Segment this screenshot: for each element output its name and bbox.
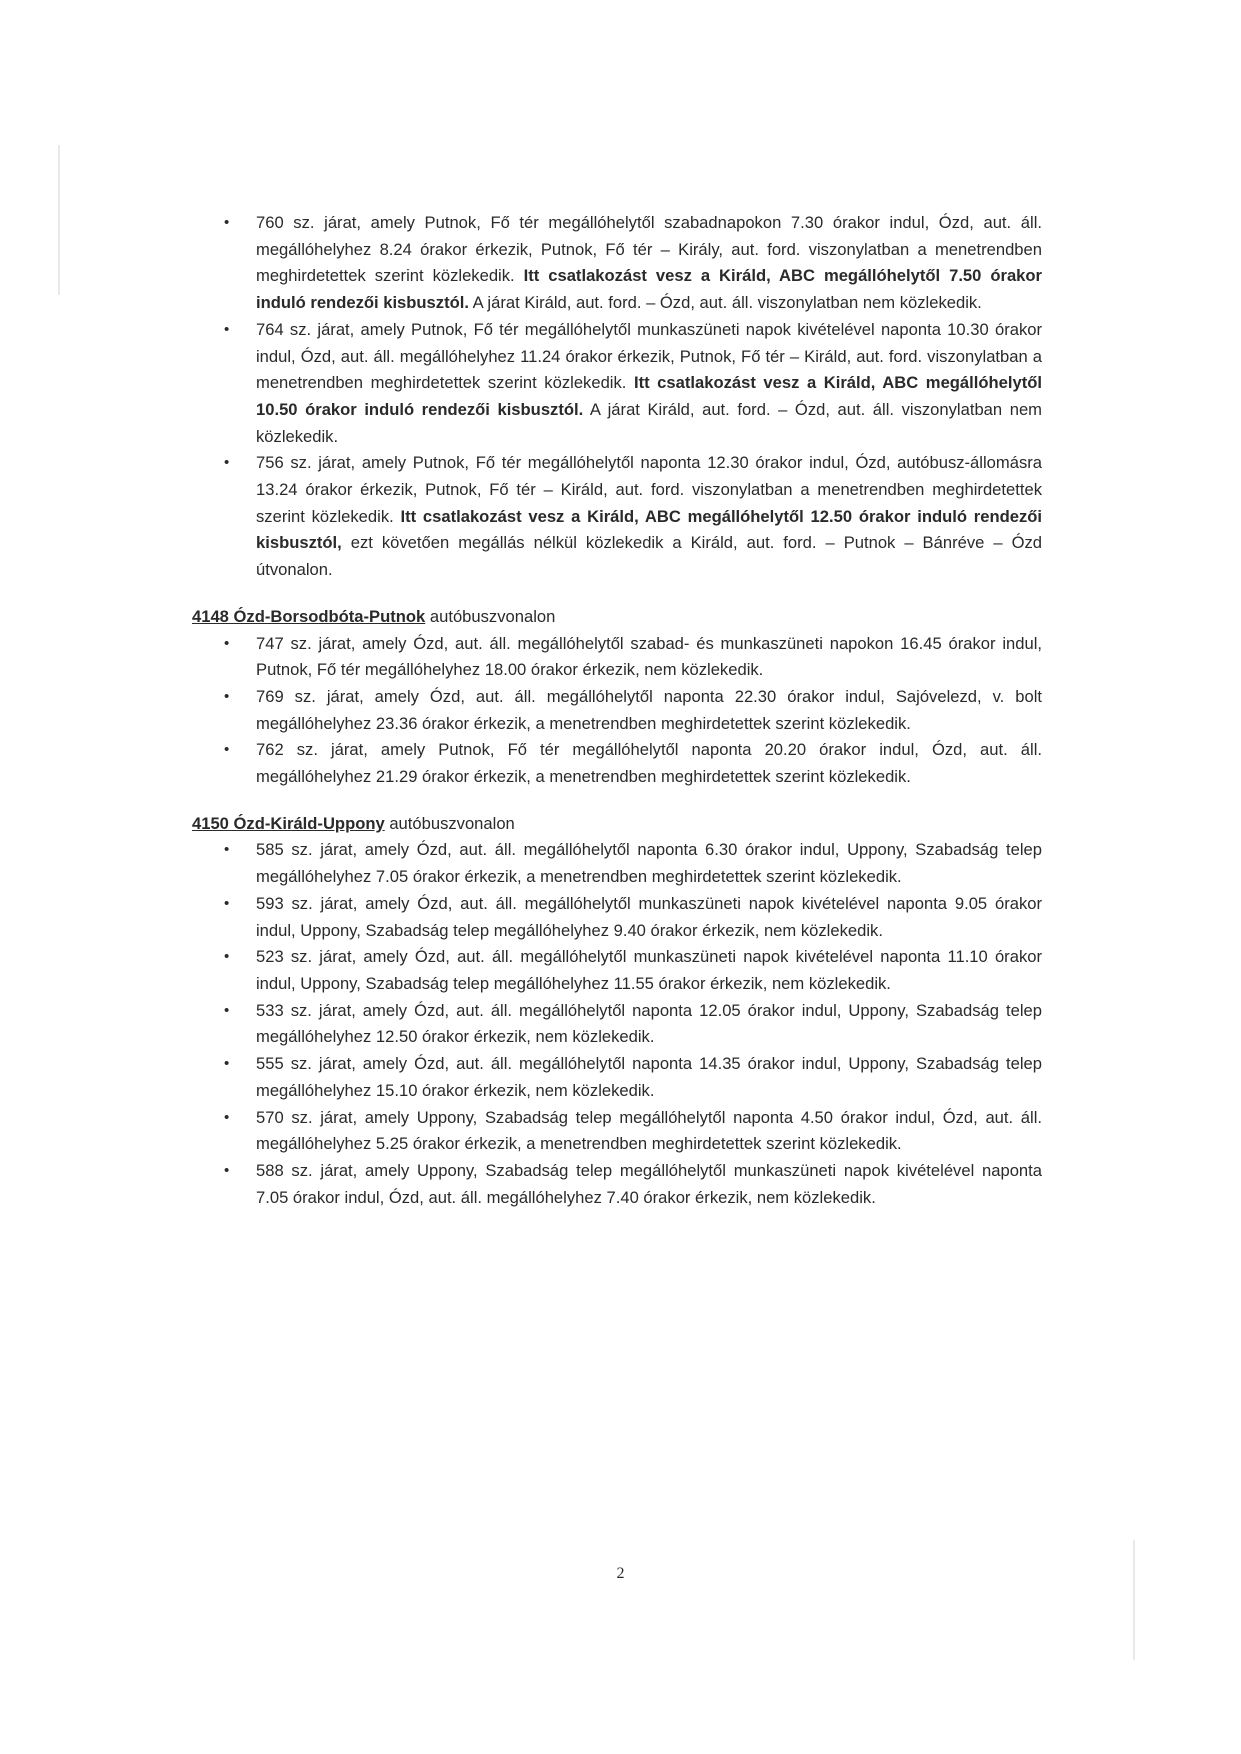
service-item-747	[192, 631, 1042, 684]
scan-edge-mark	[58, 145, 60, 295]
bullet-icon: •	[224, 894, 230, 912]
service-item-756	[192, 450, 1042, 584]
service-list	[192, 631, 1042, 791]
bullet-icon: •	[224, 948, 230, 966]
service-item-593	[192, 891, 1042, 944]
service-text: 764 sz. járat, amely Putnok, Fő tér megállóhelytől munkaszüneti napok kivételével naponta 10.30 órakor indul, Ózd, aut. áll. megállóhelyhez 11.24 órakor érkezik, Putnok, Fő tér – Királd, aut. ford. viszonylatban a menetrendben meghirdetettek szerint közlekedik.	[256, 319, 1042, 393]
connection-note: Itt csatlakozást vesz a Királd, ABC megállóhelytől 12.50 órakor induló rendezői kisbusztól,	[256, 506, 1042, 553]
scan-edge-mark	[1133, 1540, 1135, 1660]
service-text: 555 sz. járat, amely Ózd, aut. áll. megállóhelytől naponta 14.35 órakor indul, Uppony, Szabadság telep megállóhelyhez 15.10 órakor érkezik, nem közlekedik.	[256, 1054, 1042, 1100]
service-item-555	[192, 1051, 1042, 1104]
service-text: 747 sz. járat, amely Ózd, aut. áll. megállóhelytől szabad- és munkaszüneti napokon 16.45 órakor indul, Putnok, Fő tér megállóhelyhez 18.00 órakor érkezik, nem közlekedik.	[256, 633, 1042, 680]
service-list	[192, 837, 1042, 1211]
service-item-762	[192, 737, 1042, 790]
service-item-764	[192, 317, 1042, 451]
bullet-icon: •	[224, 687, 230, 705]
service-list	[192, 210, 1042, 584]
route-code: 4148 Ózd-Borsodbóta-Putnok	[192, 606, 426, 626]
service-text: ezt követően megállás nélkül közlekedik a Királd, aut. ford. – Putnok – Bánréve – Ózd útvonalon.	[256, 533, 1042, 580]
service-item-570	[192, 1105, 1042, 1158]
section-heading	[192, 604, 1042, 631]
bullet-icon: •	[224, 1161, 230, 1179]
document-body	[192, 210, 1042, 1211]
service-text: 570 sz. járat, amely Uppony, Szabadság telep megállóhelytől naponta 4.50 órakor indul, Ózd, aut. áll. megállóhelyhez 5.25 órakor érkezik, a menetrendben meghirdetettek szerint közlekedik.	[256, 1107, 1042, 1154]
bullet-icon: •	[224, 1001, 230, 1019]
service-text: 523 sz. járat, amely Ózd, aut. áll. megállóhelytől munkaszüneti napok kivételével naponta 11.10 órakor indul, Uppony, Szabadság telep megállóhelyhez 11.55 órakor érkezik, nem közlekedik.	[256, 947, 1042, 993]
bullet-icon: •	[224, 320, 230, 338]
service-text: 585 sz. járat, amely Ózd, aut. áll. megállóhelytől naponta 6.30 órakor indul, Uppony, Szabadság telep megállóhelyhez 7.05 órakor érkezik, a menetrendben meghirdetettek szerint közlekedik.	[256, 840, 1042, 887]
section-heading	[192, 811, 1042, 838]
service-text: 760 sz. járat, amely Putnok, Fő tér megállóhelytől szabadnapokon 7.30 órakor indul, Ózd, aut. áll. megállóhelyhez 8.24 órakor érkezik, Putnok, Fő tér – Király, aut. ford. viszonylatban a menetrendben meghirdetettek szerint közlekedik.	[256, 213, 1042, 286]
service-item-769	[192, 684, 1042, 737]
service-item-760	[192, 210, 1042, 317]
route-suffix: autóbuszvonalon	[425, 606, 556, 626]
service-item-533	[192, 998, 1042, 1051]
service-text: 756 sz. járat, amely Putnok, Fő tér megállóhelytől naponta 12.30 órakor indul, Ózd, autóbusz-állomásra 13.24 órakor érkezik, Putnok, Fő tér – Királd, aut. ford. viszonylatban a menetrendben meghirdetettek szerint közlekedik.	[256, 453, 1042, 526]
route-code: 4150 Ózd-Királd-Uppony	[192, 813, 385, 833]
route-suffix: autóbuszvonalon	[384, 813, 515, 833]
bullet-icon: •	[224, 1055, 230, 1073]
connection-note: Itt csatlakozást vesz a Királd, ABC megállóhelytől 10.50 órakor induló rendezői kisbusztól.	[256, 373, 1042, 419]
service-item-588	[192, 1158, 1042, 1211]
service-text: 533 sz. járat, amely Ózd, aut. áll. megállóhelytől naponta 12.05 órakor indul, Uppony, Szabadság telep megállóhelyhez 12.50 órakor érkezik, nem közlekedik.	[256, 1000, 1042, 1047]
service-text: A járat Királd, aut. ford. – Ózd, aut. áll. viszonylatban nem közlekedik.	[468, 293, 982, 313]
bullet-icon: •	[224, 454, 230, 472]
service-text: 769 sz. járat, amely Ózd, aut. áll. megállóhelytől naponta 22.30 órakor indul, Sajóvelezd, v. bolt megállóhelyhez 23.36 órakor érkezik, a menetrendben meghirdetettek szerint közlekedik.	[256, 686, 1042, 733]
service-text: 588 sz. járat, amely Uppony, Szabadság telep megállóhelytől munkaszüneti napok kivételével naponta 7.05 órakor indul, Ózd, aut. áll. megállóhelyhez 7.40 órakor érkezik, nem közlekedik.	[256, 1160, 1042, 1207]
bullet-icon: •	[224, 741, 230, 759]
bullet-icon: •	[224, 1108, 230, 1126]
bullet-icon: •	[224, 841, 230, 859]
service-item-585	[192, 837, 1042, 890]
bullet-icon: •	[224, 634, 230, 652]
service-text: 762 sz. járat, amely Putnok, Fő tér megállóhelytől naponta 20.20 órakor indul, Ózd, aut. áll. megállóhelyhez 21.29 órakor érkezik, a menetrendben meghirdetettek szerint közlekedik.	[256, 740, 1042, 787]
page-number: 2	[616, 1565, 625, 1582]
bullet-icon: •	[224, 214, 230, 231]
service-text: 593 sz. járat, amely Ózd, aut. áll. megállóhelytől munkaszüneti napok kivételével naponta 9.05 órakor indul, Uppony, Szabadság telep megállóhelyhez 9.40 órakor érkezik, nem közlekedik.	[256, 893, 1042, 940]
service-text: A járat Királd, aut. ford. – Ózd, aut. áll. viszonylatban nem közlekedik.	[256, 399, 1042, 446]
service-item-523	[192, 944, 1042, 997]
connection-note: Itt csatlakozást vesz a Királd, ABC megállóhelytől 7.50 órakor induló rendezői kisbusztól.	[256, 266, 1042, 313]
